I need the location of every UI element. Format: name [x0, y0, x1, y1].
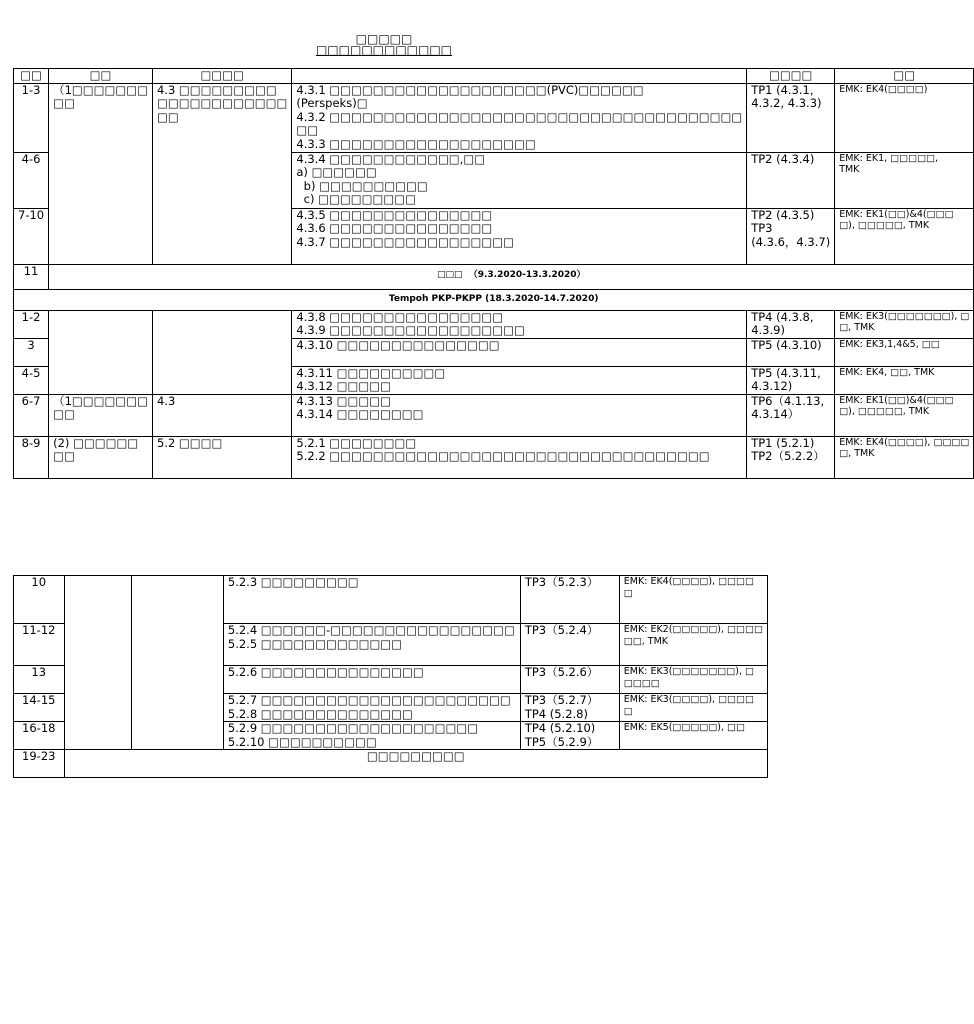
tp-cell-line: TP6（4.1.13,	[751, 393, 825, 408]
tp-cell-line: TP1 (5.2.1)	[751, 435, 815, 450]
tp-cell-line: TP3	[751, 221, 773, 235]
exam-cell-line: □□□□□□□□□	[366, 749, 465, 763]
content-line: 5.2.2 □□□□□□□□□□□□□□□□□□□□□□□□□□□□□□□□□□□	[296, 449, 710, 463]
content-line: 4.3.7 □□□□□□□□□□□□□□□□□	[296, 234, 515, 249]
week-cell-line: 8-9	[21, 435, 41, 450]
note-cell	[835, 366, 974, 394]
note-cell	[835, 152, 974, 208]
week-cell	[14, 310, 49, 338]
note-cell-line: EMK: EK2(□□□□□), □□□□	[623, 624, 763, 635]
holiday-cell-line: □□□ （9.3.2020-13.3.2020）	[436, 269, 586, 280]
note-cell-line: TMK	[839, 164, 860, 175]
tp-cell-line: (4.3.6，4.3.7)	[751, 234, 831, 249]
tp-cell	[747, 394, 835, 436]
week-cell	[14, 208, 49, 264]
content-line: 4.3.9 □□□□□□□□□□□□□□□□□□	[296, 323, 525, 337]
note-cell-line: □□, TMK	[623, 635, 669, 647]
tp-cell	[747, 152, 835, 208]
header-topic: □□	[49, 69, 153, 84]
standard-cell	[152, 83, 291, 264]
week-cell-line: 10	[31, 575, 47, 589]
content-line: c) □□□□□□□□□	[296, 192, 416, 206]
tp-cell-line: TP5 (4.3.11,	[751, 365, 821, 380]
topic-cell-line: □□	[53, 96, 75, 110]
week-cell	[14, 394, 49, 436]
week-cell-line: 6-7	[21, 393, 41, 408]
note-cell	[619, 694, 767, 722]
note-cell	[835, 83, 974, 152]
tp-cell	[747, 338, 835, 366]
schedule-table-2	[13, 575, 768, 778]
content-line: 4.3.3 □□□□□□□□□□□□□□□□□□□	[296, 136, 536, 151]
header-week: □□	[14, 69, 49, 84]
tp-cell-line: TP5 (4.3.10)	[751, 337, 822, 352]
week-cell-line: 4-6	[21, 151, 41, 166]
content-line: 4.3.5 □□□□□□□□□□□□□□□	[296, 207, 493, 222]
week-cell-line: 1-2	[21, 309, 41, 324]
week-cell-line: 1-3	[21, 82, 41, 97]
note-cell	[619, 666, 767, 694]
note-cell-line: □, TMK	[839, 448, 875, 459]
week-cell	[14, 722, 65, 750]
content-line: 5.2.9 □□□□□□□□□□□□□□□□□□□□	[227, 721, 479, 735]
banner-row	[14, 289, 974, 310]
content-cell	[292, 436, 747, 478]
content-cell	[292, 338, 747, 366]
holiday-cell	[49, 264, 974, 289]
table-row	[14, 436, 974, 478]
tp-cell-line: TP4 (5.2.10)	[524, 721, 596, 735]
content-cell	[223, 722, 520, 750]
content-line: (Perspeks)□	[296, 96, 368, 110]
tp-cell	[520, 722, 619, 750]
exam-cell	[64, 750, 768, 778]
table-row	[14, 750, 768, 778]
week-cell-line: 11	[23, 263, 39, 278]
content-line: 5.2.6 □□□□□□□□□□□□□□□	[227, 665, 424, 679]
content-cell	[223, 666, 520, 694]
tp-cell	[520, 694, 619, 722]
note-cell	[835, 338, 974, 366]
note-cell-line: □), □□□□□, TMK	[839, 406, 930, 417]
week-cell-line: 7-10	[18, 207, 45, 222]
content-cell	[292, 208, 747, 264]
content-line: 5.2.3 □□□□□□□□□	[227, 575, 359, 589]
note-cell-line: EMK: EK4, □□, TMK	[839, 366, 935, 378]
standard-cell	[152, 436, 291, 478]
note-cell	[619, 576, 767, 624]
content-line: 4.3.14 □□□□□□□□	[296, 407, 424, 421]
standard-cell-line: □□	[156, 109, 179, 124]
table-row	[14, 576, 768, 624]
standard-cell-line: 4.3	[156, 393, 176, 408]
standard-cell	[152, 394, 291, 436]
note-cell-line: □	[623, 705, 633, 717]
note-cell-line: EMK: EK1(□□)&4(□□□	[839, 394, 954, 406]
week-cell-line: 4-5	[21, 365, 41, 380]
table-row	[14, 83, 974, 152]
content-cell	[223, 576, 520, 624]
content-cell	[292, 310, 747, 338]
note-cell-line: EMK: EK4(□□□□), □□□□	[839, 436, 970, 448]
topic-cell	[64, 576, 131, 750]
schedule-table-1	[13, 68, 974, 479]
table-row	[14, 264, 974, 289]
note-cell-line: EMK: EK3(□□□□□□□), □	[839, 310, 970, 322]
tp-cell-line: 4.3.12)	[751, 379, 793, 393]
standard-cell	[131, 576, 223, 750]
pkp-banner	[14, 289, 974, 310]
tp-cell	[747, 436, 835, 478]
note-cell	[619, 722, 767, 750]
standard-cell-line: 4.3 □□□□□□□□□	[156, 82, 277, 97]
content-line: 5.2.4 □□□□□□-□□□□□□□□□□□□□□□□□	[227, 623, 515, 637]
week-cell	[14, 366, 49, 394]
tp-cell-line: TP4 (4.3.8,	[751, 309, 814, 324]
standard-cell-line: □□□□□□□□□□□□	[156, 96, 288, 110]
pkp-banner-line: Tempoh PKP-PKPP (18.3.2020-14.7.2020)	[388, 293, 599, 304]
week-cell	[14, 436, 49, 478]
tp-cell	[747, 366, 835, 394]
note-cell-line: □□□□	[623, 677, 660, 689]
header-note: □□	[835, 69, 974, 84]
document-title: □□□□□	[355, 32, 413, 46]
week-cell-line: 11-12	[22, 623, 56, 637]
header-content	[292, 69, 747, 84]
content-line: 4.3.10 □□□□□□□□□□□□□□□	[296, 337, 500, 352]
table-row	[14, 394, 974, 436]
topic-cell-line: □□	[53, 407, 75, 421]
topic-cell-line: □□	[53, 449, 75, 463]
topic-cell	[49, 83, 153, 264]
note-cell-line: EMK: EK3,1,4&5, □□	[839, 338, 940, 350]
content-line: 5.2.5 □□□□□□□□□□□□□	[227, 636, 403, 651]
tp-cell	[747, 83, 835, 152]
week-cell	[14, 576, 65, 624]
note-cell	[835, 310, 974, 338]
topic-cell-line: （1□□□□□□□	[53, 82, 148, 97]
note-cell-line: □, TMK	[839, 322, 875, 333]
tp-cell-line: TP4 (5.2.8)	[524, 706, 588, 721]
tp-cell-line: TP3（5.2.4）	[524, 623, 599, 637]
content-line: b) □□□□□□□□□□	[296, 178, 428, 193]
week-cell	[14, 750, 65, 778]
tp-cell-line: 4.3.14）	[751, 407, 800, 421]
tp-cell	[520, 666, 619, 694]
week-cell	[14, 694, 65, 722]
note-cell-line: EMK: EK3(□□□□), □□□□	[623, 694, 754, 705]
week-cell	[14, 152, 49, 208]
content-line: 4.3.2 □□□□□□□□□□□□□□□□□□□□□□□□□□□□□□□□□□□□□□	[296, 109, 743, 124]
note-cell-line: EMK: EK1(□□)&4(□□□	[839, 208, 954, 220]
content-cell	[292, 394, 747, 436]
content-line: 4.3.1 □□□□□□□□□□□□□□□□□□□□(PVC)□□□□□□	[296, 82, 644, 97]
content-line: a) □□□□□□	[296, 165, 377, 179]
content-cell	[292, 83, 747, 152]
content-cell	[223, 694, 520, 722]
content-cell	[223, 624, 520, 666]
note-cell	[835, 436, 974, 478]
tp-cell	[520, 576, 619, 624]
tp-cell-line: TP2 (4.3.5)	[751, 207, 815, 222]
note-cell-line: EMK: EK3(□□□□□□□), □	[623, 666, 754, 677]
note-cell	[835, 394, 974, 436]
week-cell	[14, 338, 49, 366]
week-cell	[14, 264, 49, 289]
table-row	[14, 310, 974, 338]
content-line: 4.3.6 □□□□□□□□□□□□□□□	[296, 221, 493, 235]
note-cell	[835, 208, 974, 264]
content-line: □□	[296, 123, 319, 137]
content-line: 4.3.8 □□□□□□□□□□□□□□□□	[296, 309, 504, 324]
topic-cell	[49, 394, 153, 436]
standard-cell-line: 5.2 □□□□	[156, 435, 223, 450]
week-cell	[14, 666, 65, 694]
week-cell	[14, 624, 65, 666]
week-cell-line: 13	[31, 665, 47, 679]
tp-cell-line: 4.3.2, 4.3.3)	[751, 96, 822, 110]
week-cell-line: 16-18	[22, 721, 56, 735]
content-line: 4.3.13 □□□□□	[296, 393, 391, 408]
tp-cell	[747, 310, 835, 338]
header-standard: □□□□	[152, 69, 291, 84]
note-cell-line: EMK: EK5(□□□□□), □□	[623, 722, 746, 733]
note-cell-line: EMK: EK1, □□□□□,	[839, 152, 939, 164]
week-cell-line: 3	[27, 337, 35, 352]
tp-cell-line: TP1 (4.3.1,	[751, 82, 814, 97]
week-cell-line: 19-23	[22, 749, 56, 763]
note-cell-line: □	[623, 587, 633, 599]
tp-cell	[520, 624, 619, 666]
tp-cell-line: TP3（5.2.7）	[524, 693, 599, 707]
header-tp: □□□□	[747, 69, 835, 84]
tp-cell-line: TP3（5.2.6）	[524, 665, 599, 679]
table-header-row	[14, 69, 974, 84]
tp-cell	[747, 208, 835, 264]
topic-cell	[49, 310, 153, 394]
document-subtitle: □□□□□□□□□□□□	[315, 43, 453, 57]
content-line: 5.2.1 □□□□□□□□	[296, 435, 417, 450]
content-line: 5.2.8 □□□□□□□□□□□□□□	[227, 706, 413, 721]
tp-cell-line: 4.3.9)	[751, 323, 785, 337]
standard-cell	[152, 310, 291, 394]
content-line: 4.3.12 □□□□□	[296, 379, 391, 393]
content-line: 5.2.7 □□□□□□□□□□□□□□□□□□□□□□□	[227, 693, 511, 707]
content-cell	[292, 366, 747, 394]
topic-cell	[49, 436, 153, 478]
tp-cell-line: TP2 (4.3.4)	[751, 151, 815, 166]
note-cell-line: EMK: EK4(□□□□)	[839, 83, 928, 95]
content-line: 5.2.10 □□□□□□□□□□	[227, 734, 377, 749]
content-line: 4.3.11 □□□□□□□□□□	[296, 365, 446, 380]
week-cell	[14, 83, 49, 152]
note-cell-line: EMK: EK4(□□□□), □□□□	[623, 576, 754, 587]
week-cell-line: 14-15	[22, 693, 56, 707]
tp-cell-line: TP5（5.2.9）	[524, 734, 599, 749]
content-line: 4.3.4 □□□□□□□□□□□□,□□	[296, 151, 486, 166]
topic-cell-line: （1□□□□□□□	[53, 393, 148, 408]
tp-cell-line: TP2（5.2.2）	[751, 449, 825, 463]
note-cell-line: □), □□□□□, TMK	[839, 220, 930, 231]
content-cell	[292, 152, 747, 208]
note-cell	[619, 624, 767, 666]
tp-cell-line: TP3（5.2.3）	[524, 575, 599, 589]
topic-cell-line: (2) □□□□□□	[53, 435, 139, 450]
